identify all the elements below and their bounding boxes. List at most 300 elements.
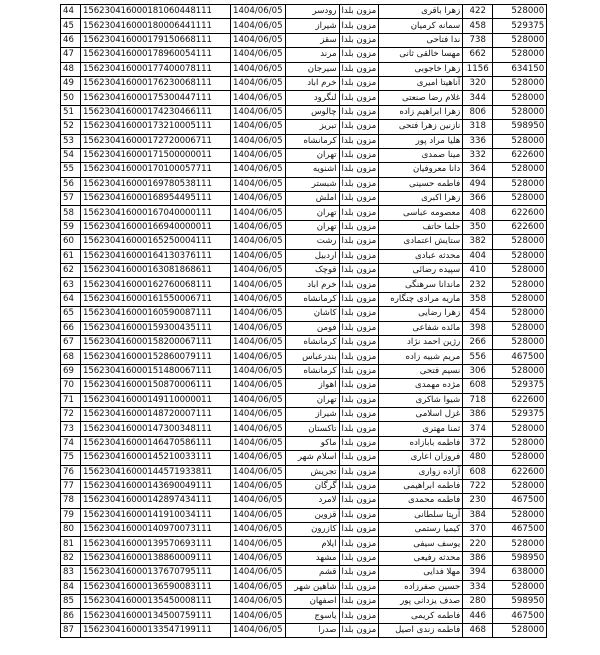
type-cell: مزون بلدا: [339, 407, 379, 421]
score-cell: 806: [463, 105, 493, 119]
row-number: 70: [61, 379, 81, 393]
type-cell: مزون بلدا: [339, 62, 379, 76]
date-cell: 1404/06/05: [231, 163, 286, 177]
tracking-code: 156230416000160590087111: [81, 307, 231, 321]
row-number: 49: [61, 76, 81, 90]
row-number: 56: [61, 177, 81, 191]
city-cell: تبریز: [285, 120, 339, 134]
name-cell: محدثه رفیعی: [379, 551, 463, 565]
type-cell: مزون بلدا: [339, 523, 379, 537]
name-cell: زهرا خاجوبی: [379, 62, 463, 76]
row-number: 82: [61, 551, 81, 565]
tracking-code: 156230416000147300348111: [81, 422, 231, 436]
type-cell: مزون بلدا: [339, 292, 379, 306]
date-cell: 1404/06/05: [231, 206, 286, 220]
row-number: 75: [61, 451, 81, 465]
row-number: 65: [61, 307, 81, 321]
row-number: 71: [61, 393, 81, 407]
table-row: [61, 220, 547, 234]
tracking-code: 156230416000139570693111: [81, 537, 231, 551]
tracking-code: 156230416000144571933811: [81, 465, 231, 479]
city-cell: شیراز: [285, 407, 339, 421]
name-cell: نازنین زهرا فتحی: [379, 120, 463, 134]
row-number: 64: [61, 292, 81, 306]
amount-cell: 528000: [493, 177, 547, 191]
amount-cell: 528000: [493, 436, 547, 450]
name-cell: زهرا باقری: [379, 5, 463, 19]
name-cell: هلیا مراد پور: [379, 134, 463, 148]
date-cell: 1404/06/05: [231, 580, 286, 594]
table-row: [61, 350, 547, 364]
name-cell: مژده مهمدی: [379, 379, 463, 393]
table-row: [61, 91, 547, 105]
row-number: 45: [61, 19, 81, 33]
score-cell: 336: [463, 134, 493, 148]
score-cell: 468: [463, 623, 493, 637]
city-cell: کرمانشاه: [285, 292, 339, 306]
tracking-code: 156230416000142897434111: [81, 494, 231, 508]
amount-cell: 598950: [493, 551, 547, 565]
score-cell: 608: [463, 465, 493, 479]
type-cell: مزون بلدا: [339, 307, 379, 321]
amount-cell: 634150: [493, 62, 547, 76]
amount-cell: 528000: [493, 134, 547, 148]
city-cell: لامرد: [285, 494, 339, 508]
table-row: [61, 580, 547, 594]
name-cell: فروزان اعاری: [379, 451, 463, 465]
type-cell: مزون بلدا: [339, 551, 379, 565]
date-cell: 1404/06/05: [231, 451, 286, 465]
tracking-code: 156230416000173210005111: [81, 120, 231, 134]
type-cell: مزون بلدا: [339, 623, 379, 637]
tracking-code: 156230416000136590083111: [81, 580, 231, 594]
score-cell: 386: [463, 407, 493, 421]
amount-cell: 528000: [493, 33, 547, 47]
score-cell: 372: [463, 436, 493, 450]
city-cell: گرگان: [285, 479, 339, 493]
table-row: [61, 192, 547, 206]
date-cell: 1404/06/05: [231, 379, 286, 393]
tracking-code: 156230416000145210033111: [81, 451, 231, 465]
row-number: 73: [61, 422, 81, 436]
score-cell: 306: [463, 364, 493, 378]
name-cell: ندا فتاحی: [379, 33, 463, 47]
amount-cell: 622600: [493, 393, 547, 407]
table-row: [61, 148, 547, 162]
row-number: 51: [61, 105, 81, 119]
amount-cell: 529375: [493, 407, 547, 421]
city-cell: شاهین شهر: [285, 580, 339, 594]
tracking-code: 156230416000158200067111: [81, 335, 231, 349]
date-cell: 1404/06/05: [231, 264, 286, 278]
date-cell: 1404/06/05: [231, 62, 286, 76]
city-cell: اردبیل: [285, 249, 339, 263]
row-number: 72: [61, 407, 81, 421]
name-cell: محدثه عبادی: [379, 249, 463, 263]
amount-cell: 467500: [493, 523, 547, 537]
table-row: [61, 436, 547, 450]
row-number: 76: [61, 465, 81, 479]
amount-cell: 622600: [493, 148, 547, 162]
tracking-code: 156230416000150870006111: [81, 379, 231, 393]
type-cell: مزون بلدا: [339, 335, 379, 349]
name-cell: مینا صمدی: [379, 148, 463, 162]
date-cell: 1404/06/05: [231, 537, 286, 551]
score-cell: 410: [463, 264, 493, 278]
score-cell: 320: [463, 76, 493, 90]
tracking-code: 156230416000167040000111: [81, 206, 231, 220]
name-cell: آناهیتا امیری: [379, 76, 463, 90]
row-number: 87: [61, 623, 81, 637]
type-cell: مزون بلدا: [339, 264, 379, 278]
city-cell: کازرون: [285, 523, 339, 537]
city-cell: رشت: [285, 235, 339, 249]
tracking-code: 156230416000175300447111: [81, 91, 231, 105]
score-cell: 454: [463, 307, 493, 321]
table-row: [61, 393, 547, 407]
date-cell: 1404/06/05: [231, 19, 286, 33]
score-cell: 722: [463, 479, 493, 493]
date-cell: 1404/06/05: [231, 335, 286, 349]
type-cell: مزون بلدا: [339, 249, 379, 263]
date-cell: 1404/06/05: [231, 479, 286, 493]
amount-cell: 528000: [493, 580, 547, 594]
score-cell: 266: [463, 335, 493, 349]
city-cell: قوچک: [285, 264, 339, 278]
type-cell: مزون بلدا: [339, 163, 379, 177]
city-cell: قزوین: [285, 508, 339, 522]
score-cell: 344: [463, 91, 493, 105]
name-cell: نسیم فتحی: [379, 364, 463, 378]
row-number: 50: [61, 91, 81, 105]
amount-cell: 638000: [493, 566, 547, 580]
row-number: 57: [61, 192, 81, 206]
tracking-code: 156230416000162760068111: [81, 278, 231, 292]
table-row: [61, 5, 547, 19]
amount-cell: 528000: [493, 422, 547, 436]
table-body: [61, 5, 547, 638]
city-cell: اهواز: [285, 379, 339, 393]
name-cell: شیوا شاکری: [379, 393, 463, 407]
tracking-code: 156230416000152860079111: [81, 350, 231, 364]
score-cell: 366: [463, 192, 493, 206]
type-cell: مزون بلدا: [339, 278, 379, 292]
score-cell: 494: [463, 177, 493, 191]
type-cell: مزون بلدا: [339, 120, 379, 134]
score-cell: 374: [463, 422, 493, 436]
tracking-code: 156230416000168954495111: [81, 192, 231, 206]
table-row: [61, 48, 547, 62]
amount-cell: 528000: [493, 307, 547, 321]
score-cell: 350: [463, 220, 493, 234]
table-row: [61, 566, 547, 580]
type-cell: مزون بلدا: [339, 177, 379, 191]
table-row: [61, 623, 547, 637]
amount-cell: 467500: [493, 494, 547, 508]
date-cell: 1404/06/05: [231, 465, 286, 479]
name-cell: غلام رضا صنعتی: [379, 91, 463, 105]
row-number: 46: [61, 33, 81, 47]
row-number: 53: [61, 134, 81, 148]
city-cell: تهران: [285, 148, 339, 162]
date-cell: 1404/06/05: [231, 235, 286, 249]
score-cell: 404: [463, 249, 493, 263]
tracking-code: 156230416000141910034111: [81, 508, 231, 522]
name-cell: فاطمه حسینی: [379, 177, 463, 191]
name-cell: فاطمه ابراهیمی: [379, 479, 463, 493]
score-cell: 220: [463, 537, 493, 551]
city-cell: اسلام شهر: [285, 451, 339, 465]
row-number: 74: [61, 436, 81, 450]
score-cell: 386: [463, 551, 493, 565]
score-cell: 718: [463, 393, 493, 407]
payment-table: [60, 4, 547, 638]
type-cell: مزون بلدا: [339, 393, 379, 407]
type-cell: مزون بلدا: [339, 379, 379, 393]
date-cell: 1404/06/05: [231, 364, 286, 378]
table-row: [61, 134, 547, 148]
type-cell: مزون بلدا: [339, 206, 379, 220]
table-row: [61, 177, 547, 191]
amount-cell: 622600: [493, 206, 547, 220]
name-cell: یوسف سیفی: [379, 537, 463, 551]
date-cell: 1404/06/05: [231, 350, 286, 364]
score-cell: 370: [463, 523, 493, 537]
amount-cell: 622600: [493, 220, 547, 234]
amount-cell: 467500: [493, 609, 547, 623]
name-cell: حسین صفرزاده: [379, 580, 463, 594]
score-cell: 422: [463, 5, 493, 19]
table-row: [61, 364, 547, 378]
name-cell: معصومه عباسی: [379, 206, 463, 220]
tracking-code: 156230416000161550006711: [81, 292, 231, 306]
tracking-code: 156230416000140970073111: [81, 523, 231, 537]
score-cell: 458: [463, 19, 493, 33]
name-cell: زهرا رضایی: [379, 307, 463, 321]
score-cell: 480: [463, 451, 493, 465]
type-cell: مزون بلدا: [339, 91, 379, 105]
score-cell: 608: [463, 379, 493, 393]
score-cell: 556: [463, 350, 493, 364]
table-row: [61, 407, 547, 421]
city-cell: شیراز: [285, 19, 339, 33]
date-cell: 1404/06/05: [231, 307, 286, 321]
score-cell: 230: [463, 494, 493, 508]
row-number: 83: [61, 566, 81, 580]
type-cell: مزون بلدا: [339, 148, 379, 162]
table-row: [61, 163, 547, 177]
city-cell: کاشان: [285, 307, 339, 321]
name-cell: کیمیا رستمی: [379, 523, 463, 537]
type-cell: مزون بلدا: [339, 5, 379, 19]
score-cell: 318: [463, 120, 493, 134]
date-cell: 1404/06/05: [231, 407, 286, 421]
tracking-code: 156230416000148720007111: [81, 407, 231, 421]
city-cell: چالوس: [285, 105, 339, 119]
score-cell: 408: [463, 206, 493, 220]
tracking-code: 156230416000172720006711: [81, 134, 231, 148]
date-cell: 1404/06/05: [231, 48, 286, 62]
table-row: [61, 33, 547, 47]
tracking-code: 156230416000169780538111: [81, 177, 231, 191]
row-number: 44: [61, 5, 81, 19]
date-cell: 1404/06/05: [231, 5, 286, 19]
type-cell: مزون بلدا: [339, 436, 379, 450]
row-number: 69: [61, 364, 81, 378]
score-cell: 232: [463, 278, 493, 292]
city-cell: مشهد: [285, 551, 339, 565]
city-cell: املش: [285, 192, 339, 206]
date-cell: 1404/06/05: [231, 192, 286, 206]
name-cell: مهلا فدایی: [379, 566, 463, 580]
type-cell: مزون بلدا: [339, 235, 379, 249]
tracking-code: 156230416000146470586111: [81, 436, 231, 450]
row-number: 77: [61, 479, 81, 493]
table-row: [61, 451, 547, 465]
type-cell: مزون بلدا: [339, 321, 379, 335]
date-cell: 1404/06/05: [231, 134, 286, 148]
row-number: 52: [61, 120, 81, 134]
date-cell: 1404/06/05: [231, 422, 286, 436]
date-cell: 1404/06/05: [231, 566, 286, 580]
row-number: 84: [61, 580, 81, 594]
row-number: 62: [61, 264, 81, 278]
city-cell: شبستر: [285, 177, 339, 191]
type-cell: مزون بلدا: [339, 451, 379, 465]
type-cell: مزون بلدا: [339, 465, 379, 479]
amount-cell: 529375: [493, 19, 547, 33]
amount-cell: 528000: [493, 278, 547, 292]
amount-cell: 528000: [493, 364, 547, 378]
tracking-code: 156230416000143690049111: [81, 479, 231, 493]
city-cell: تهران: [285, 220, 339, 234]
amount-cell: 528000: [493, 235, 547, 249]
date-cell: 1404/06/05: [231, 436, 286, 450]
amount-cell: 529375: [493, 379, 547, 393]
tracking-code: 156230416000138860009111: [81, 551, 231, 565]
name-cell: فاطمه بابازاده: [379, 436, 463, 450]
row-number: 81: [61, 537, 81, 551]
table-row: [61, 551, 547, 565]
tracking-code: 156230416000149110000011: [81, 393, 231, 407]
amount-cell: 528000: [493, 249, 547, 263]
city-cell: یاسوج: [285, 609, 339, 623]
tracking-code: 156230416000137670795111: [81, 566, 231, 580]
row-number: 68: [61, 350, 81, 364]
tracking-code: 156230416000133547199111: [81, 623, 231, 637]
table-row: [61, 335, 547, 349]
city-cell: تجریش: [285, 465, 339, 479]
tracking-code: 156230416000163081868611: [81, 264, 231, 278]
city-cell: فومن: [285, 321, 339, 335]
type-cell: مزون بلدا: [339, 48, 379, 62]
date-cell: 1404/06/05: [231, 76, 286, 90]
date-cell: 1404/06/05: [231, 609, 286, 623]
amount-cell: 528000: [493, 508, 547, 522]
name-cell: سپیده رضائی: [379, 264, 463, 278]
type-cell: مزون بلدا: [339, 508, 379, 522]
city-cell: خرم اباد: [285, 278, 339, 292]
table-row: [61, 422, 547, 436]
city-cell: بندرعباس: [285, 350, 339, 364]
date-cell: 1404/06/05: [231, 249, 286, 263]
amount-cell: 528000: [493, 335, 547, 349]
amount-cell: 528000: [493, 623, 547, 637]
table-row: [61, 76, 547, 90]
date-cell: 1404/06/05: [231, 33, 286, 47]
amount-cell: 528000: [493, 479, 547, 493]
table-row: [61, 595, 547, 609]
city-cell: کرمانشاه: [285, 335, 339, 349]
amount-cell: 598950: [493, 595, 547, 609]
date-cell: 1404/06/05: [231, 148, 286, 162]
table-row: [61, 494, 547, 508]
score-cell: 382: [463, 235, 493, 249]
table-row: [61, 278, 547, 292]
tracking-code: 156230416000165250004111: [81, 235, 231, 249]
name-cell: ثمنا مهتری: [379, 422, 463, 436]
score-cell: 384: [463, 508, 493, 522]
tracking-code: 156230416000166940000011: [81, 220, 231, 234]
type-cell: مزون بلدا: [339, 192, 379, 206]
tracking-code: 156230416000177400078111: [81, 62, 231, 76]
name-cell: غزل اسلامی: [379, 407, 463, 421]
amount-cell: 528000: [493, 5, 547, 19]
name-cell: ستایش اعتمادی: [379, 235, 463, 249]
table-row: [61, 120, 547, 134]
type-cell: مزون بلدا: [339, 19, 379, 33]
amount-cell: 528000: [493, 264, 547, 278]
name-cell: دانا معروفیان: [379, 163, 463, 177]
name-cell: ماریه مرادی چنگاره: [379, 292, 463, 306]
table-row: [61, 235, 547, 249]
name-cell: ماندانا سرهنگی: [379, 278, 463, 292]
name-cell: زهرا ابراهیم زاده: [379, 105, 463, 119]
table-row: [61, 537, 547, 551]
type-cell: مزون بلدا: [339, 479, 379, 493]
name-cell: حلما حاتف: [379, 220, 463, 234]
score-cell: 1156: [463, 62, 493, 76]
score-cell: 398: [463, 321, 493, 335]
row-number: 61: [61, 249, 81, 263]
name-cell: مائده شفاعی: [379, 321, 463, 335]
city-cell: مرند: [285, 48, 339, 62]
amount-cell: 622600: [493, 465, 547, 479]
name-cell: زهرا اکبری: [379, 192, 463, 206]
table-row: [61, 321, 547, 335]
row-number: 66: [61, 321, 81, 335]
city-cell: سیرجان: [285, 62, 339, 76]
tracking-code: 156230416000170100057711: [81, 163, 231, 177]
table-row: [61, 105, 547, 119]
tracking-code: 156230416000159300435111: [81, 321, 231, 335]
amount-cell: 528000: [493, 192, 547, 206]
type-cell: مزون بلدا: [339, 350, 379, 364]
amount-cell: 528000: [493, 451, 547, 465]
date-cell: 1404/06/05: [231, 292, 286, 306]
type-cell: مزون بلدا: [339, 134, 379, 148]
city-cell: قشم: [285, 566, 339, 580]
date-cell: 1404/06/05: [231, 393, 286, 407]
tracking-code: 156230416000134500759111: [81, 609, 231, 623]
date-cell: 1404/06/05: [231, 278, 286, 292]
date-cell: 1404/06/05: [231, 595, 286, 609]
name-cell: مریم شبیه زاده: [379, 350, 463, 364]
row-number: 63: [61, 278, 81, 292]
table-row: [61, 307, 547, 321]
amount-cell: 528000: [493, 292, 547, 306]
type-cell: مزون بلدا: [339, 566, 379, 580]
